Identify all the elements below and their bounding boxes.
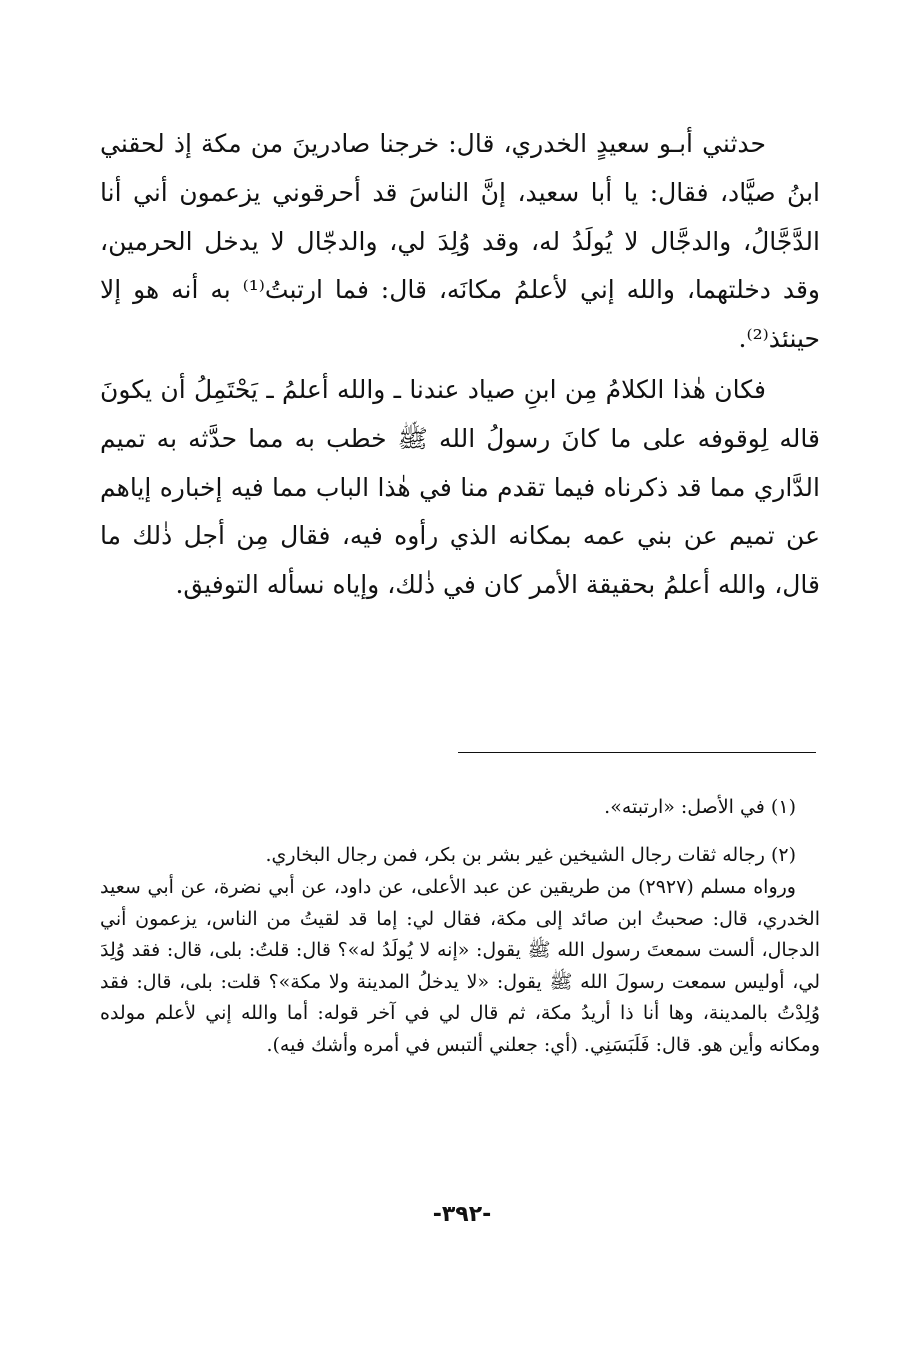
footnote-separator [458,752,816,753]
body-paragraph-2: فكان هٰذا الكلامُ مِن ابنِ صياد عندنا ـ والله أعلمُ ـ يَحْتَمِلُ أن يكونَ قاله لِوقوفه على ما كانَ رسولُ الله ﷺ خطب به مما حدَّثه به تميم الدَّاري مما قد ذكرناه فيما تقدم منا في هٰذا الباب مما فيه إخباره إياهم عن تميم عن بني عمه بمكانه الذي رأوه فيه، فقال مِن أجل ذٰلك ما قال، والله أعلمُ بحقيقة الأمر كان في ذٰلك، وإياه نسأله التوفيق. [100,375,820,600]
footnote-1: (١) في الأصل: «ارتبته». [604,796,796,818]
footnote-2-continuation: ورواه مسلم (٢٩٢٧) من طريقين عن عبد الأعلى، عن داود، عن أبي نضرة، عن أبي سعيد الخدري، قال: صحبتُ ابن صائد إلى مكة، فقال لي: إما قد لقيتُ من الناس، يزعمون أني الدجال، ألست سمعتَ رسول الله ﷺ يقول: «إنه لا يُولَدُ له»؟ قال: قلتُ: بلى، قال: فقد وُلِدَ لي، أوليس سمعت رسولَ الله ﷺ يقول: «لا يدخلُ المدينة ولا مكة»؟ قلت: بلى، قال: فقد وُلِدْتُ بالمدينة، وها أنا ذا أريدُ مكة، ثم قال لي في آخر قوله: أما والله إني لأعلم مولده ومكانه وأين هو. قال: فَلَبَسَنِي. (أي: جعلني ألتبس في أمره وأشك فيه). [100,876,820,1056]
footnote-2: (٢) رجاله ثقات رجال الشيخين غير بشر بن بكر، فمن رجال البخاري. [265,844,796,866]
page-number: -٣٩٢- [432,1202,492,1227]
body-paragraph-1: حدثني أبـو سعيدٍ الخدري، قال: خرجنا صادرينَ من مكة إذ لحقني ابنُ صيَّاد، فقال: يا أبا سعيد، إنَّ الناسَ قد أحرقوني يزعمون أني أنا الدَّجَّالُ، والدجَّال لا يُولَدُ له، وقد وُلِدَ لي، والدجّال لا يدخل الحرمين، وقد دخلتهما، والله إني لأعلمُ مكانَه، قال: فما ارتبتُ⁽¹⁾ به أنه هو إلا حينئذ⁽²⁾. [100,129,820,354]
